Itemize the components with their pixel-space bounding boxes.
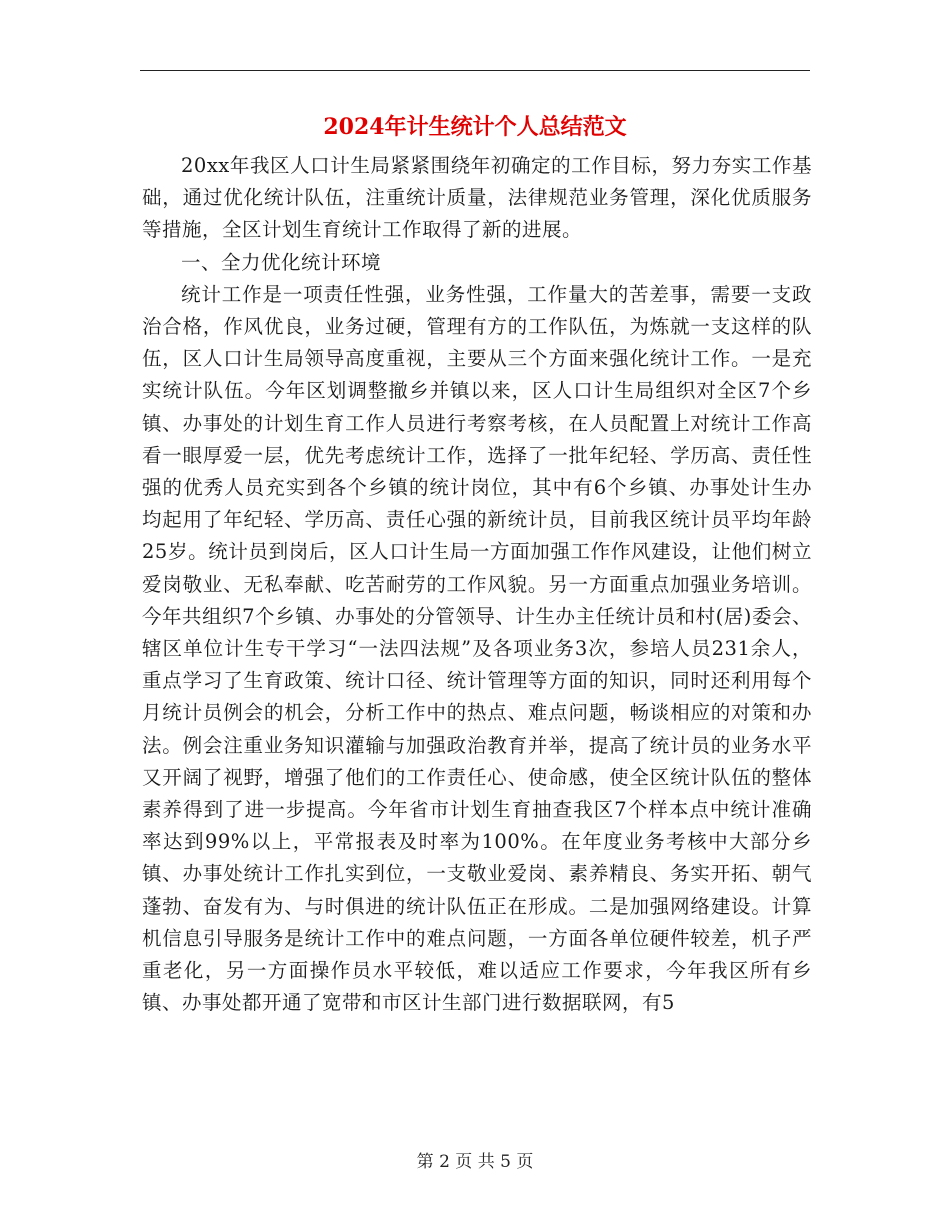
document-title: 2024年计生统计个人总结范文 — [323, 114, 627, 140]
header-rule — [140, 70, 810, 71]
document-body — [142, 150, 812, 1019]
body-paragraph: 统计工作是一项责任性强，业务性强，工作量大的苦差事，需要一支政治合格，作风优良，业务过硬，管理有方的工作队伍，为炼就一支这样的队伍，区人口计生局领导高度重视，主要从三个方面来强化统计工作。一是充实统计队伍。今年区划调整撤乡并镇以来，区人口计生局组织对全区7个乡镇、办事处的计划生育工作人员进行考察考核，在人员配置上对统计工作高看一眼厚爱一层，优先考虑统计工作，选择了一批年纪轻、学历高、责任性强的优秀人员充实到各个乡镇的统计岗位，其中有6个乡镇、办事处计生办均起用了年纪轻、学历高、责任心强的新统计员，目前我区统计员平均年龄25岁。统计员到岗后，区人口计生局一方面加强工作作风建设，让他们树立爱岗敬业、无私奉献、吃苦耐劳的工作风貌。另一方面重点加强业务培训。今年共组织7个乡镇、办事处的分管领导、计生办主任统计员和村(居)委会、辖区单位计生专干学习“一法四法规”及各项业务3次，参培人员231余人，重点学习了生育政策、统计口径、统计管理等方面的知识，同时还利用每个月统计员例会的机会，分析工作中的热点、难点问题，畅谈相应的对策和办法。例会注重业务知识灌输与加强政治教育并举，提高了统计员的业务水平又开阔了视野，增强了他们的工作责任心、使命感，使全区统计队伍的整体素养得到了进一步提高。今年省市计划生育抽查我区7个样本点中统计准确率达到99%以上，平常报表及时率为100%。在年度业务考核中大部分乡镇、办事处统计工作扎实到位，一支敬业爱岗、素养精良、务实开拓、朝气蓬勃、奋发有为、与时俱进的统计队伍正在形成。二是加强网络建设。计算机信息引导服务是统计工作中的难点问题，一方面各单位硬件较差，机子严重老化，另一方面操作员水平较低，难以适应工作要求，今年我区所有乡镇、办事处都开通了宽带和市区计生部门进行数据联网，有5 — [142, 282, 812, 1015]
intro-paragraph: 20xx年我区人口计生局紧紧围绕年初确定的工作目标，努力夯实工作基础，通过优化统计队伍，注重统计质量，法律规范业务管理，深化优质服务等措施，全区计划生育统计工作取得了新的进展。 — [142, 154, 812, 242]
page-number-footer: 第 2 页 共 5 页 — [416, 1152, 534, 1172]
section-heading: 一、全力优化统计环境 — [181, 250, 382, 274]
